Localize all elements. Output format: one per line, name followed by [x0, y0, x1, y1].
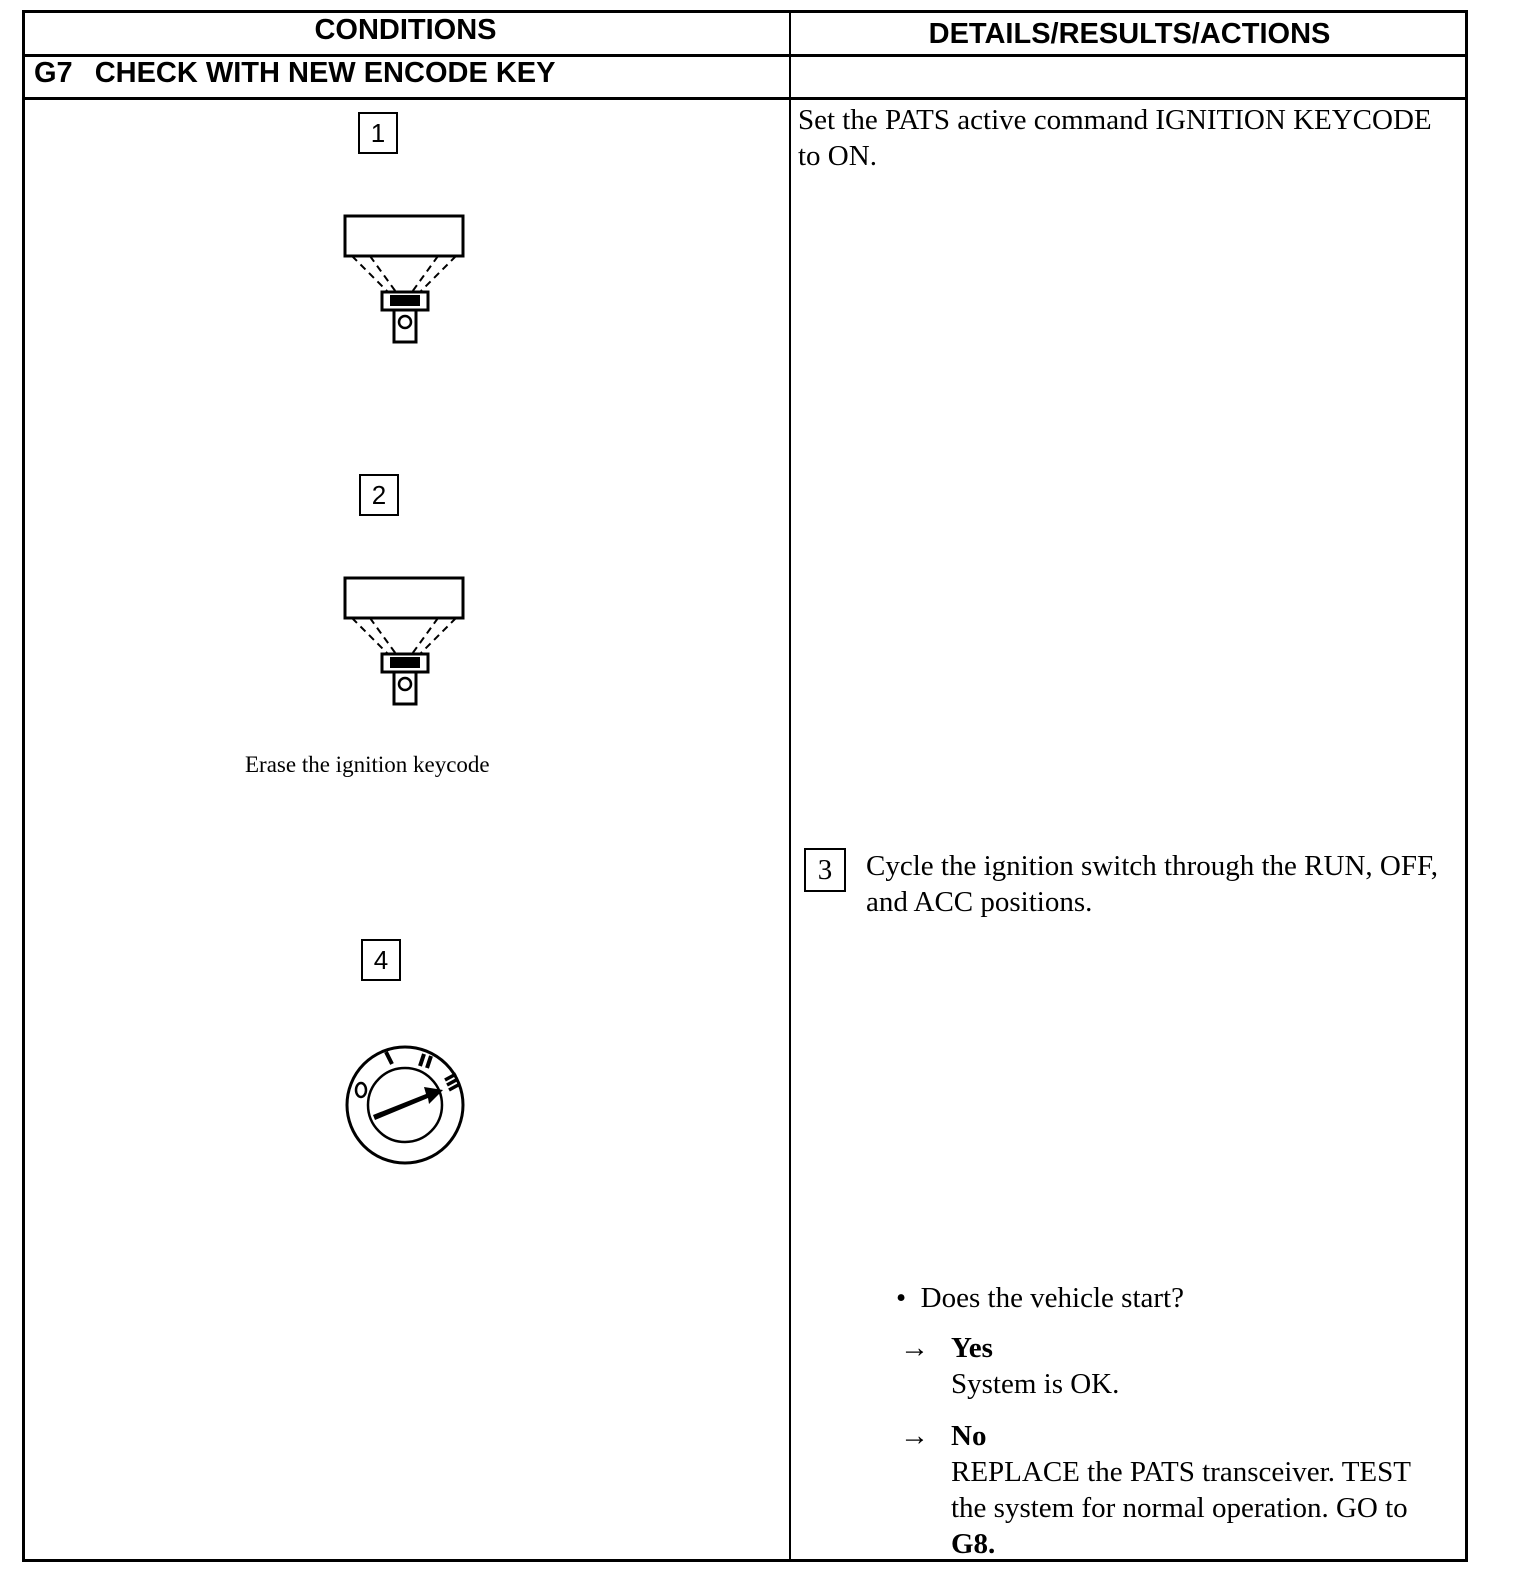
- ignition-switch-icon: [340, 1040, 470, 1170]
- no-label: No: [951, 1420, 987, 1452]
- section-title: [34, 57, 555, 90]
- bullet-icon: •: [896, 1282, 907, 1314]
- step-2-box: 2: [359, 474, 399, 516]
- yes-label: Yes: [951, 1332, 993, 1364]
- goto-link[interactable]: G8.: [951, 1528, 996, 1560]
- section-rule: [22, 97, 1468, 100]
- no-result-text: REPLACE the PATS transceiver. TEST the system for normal operation. GO to: [951, 1456, 1411, 1524]
- step-3-box: 3: [804, 848, 846, 892]
- conditions-header: CONDITIONS: [314, 14, 497, 46]
- details-header: DETAILS/RESULTS/ACTIONS: [928, 18, 1331, 50]
- arrow-right-icon: →: [900, 1420, 929, 1452]
- no-result: [951, 1454, 1451, 1562]
- step-1-box: 1: [358, 112, 398, 154]
- step-2-caption: Erase the ignition keycode: [245, 752, 490, 777]
- step-3-instruction: Cycle the ignition switch through the RUN, OFF, and ACC positions.: [866, 850, 1439, 918]
- column-divider: [789, 10, 791, 1562]
- scan-tool-connection-icon: [330, 572, 470, 712]
- step-4-box: 4: [361, 939, 401, 981]
- question-item: [896, 1280, 1184, 1316]
- section-code: G7: [34, 57, 73, 89]
- yes-result: System is OK.: [951, 1368, 1120, 1400]
- question-text: Does the vehicle start?: [920, 1282, 1184, 1314]
- table-frame: [22, 10, 1468, 1562]
- arrow-right-icon: →: [900, 1332, 929, 1364]
- section-title-text: CHECK WITH NEW ENCODE KEY: [94, 57, 556, 89]
- step-1-instruction: Set the PATS active command IGNITION KEYCODE to ON.: [798, 104, 1432, 172]
- scan-tool-connection-icon: [330, 210, 470, 350]
